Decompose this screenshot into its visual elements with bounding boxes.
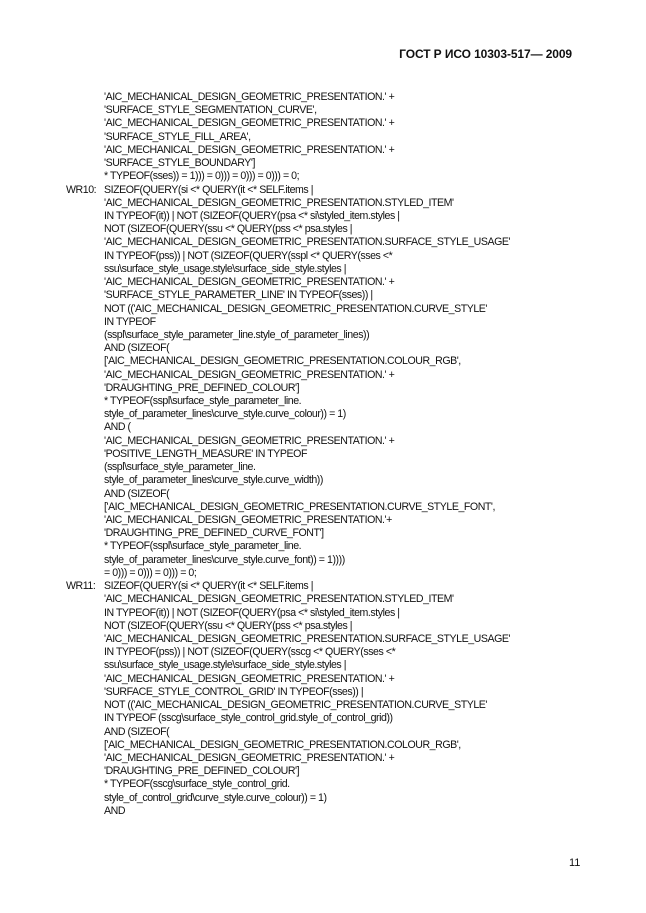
code-text: 'AIC_MECHANICAL_DESIGN_GEOMETRIC_PRESENTATION.SURFACE_STYLE_USAGE': [104, 236, 511, 249]
code-text: ['AIC_MECHANICAL_DESIGN_GEOMETRIC_PRESENTATION.COLOUR_RGB',: [104, 738, 461, 751]
code-text: 'AIC_MECHANICAL_DESIGN_GEOMETRIC_PRESENTATION.' +: [104, 751, 395, 764]
code-line: [66, 236, 586, 249]
code-line: [66, 421, 586, 434]
code-text: ssu\surface_style_usage.style\surface_side_style.styles |: [104, 262, 347, 275]
code-line: [66, 289, 586, 302]
code-text: 'AIC_MECHANICAL_DESIGN_GEOMETRIC_PRESENTATION.STYLED_ITEM': [104, 593, 454, 606]
code-line: [66, 263, 586, 276]
code-line: [66, 739, 586, 752]
code-line: [66, 435, 586, 448]
code-line: [66, 382, 586, 395]
code-line: [66, 144, 586, 157]
code-text: SIZEOF(QUERY(si <* QUERY(it <* SELF.items |: [104, 580, 314, 593]
code-line: [66, 620, 586, 633]
code-line: [66, 488, 586, 501]
code-text: style_of_parameter_lines\curve_style.curve_colour)) = 1): [104, 408, 346, 421]
code-line: [66, 514, 586, 527]
page-number: 11: [569, 857, 581, 869]
code-text: IN TYPEOF: [104, 315, 156, 328]
code-text: 'AIC_MECHANICAL_DESIGN_GEOMETRIC_PRESENTATION.' +: [104, 143, 395, 156]
code-text: 'DRAUGHTING_PRE_DEFINED_CURVE_FONT']: [104, 527, 324, 540]
code-text: 'AIC_MECHANICAL_DESIGN_GEOMETRIC_PRESENTATION.' +: [104, 276, 395, 289]
code-text: IN TYPEOF(pss)) | NOT (SIZEOF(QUERY(sspl <* QUERY(sses <*: [104, 249, 393, 262]
code-text: NOT (('AIC_MECHANICAL_DESIGN_GEOMETRIC_PRESENTATION.CURVE_STYLE': [104, 302, 487, 315]
code-text: style_of_control_grid\curve_style.curve_colour)) = 1): [104, 791, 327, 804]
code-text: 'DRAUGHTING_PRE_DEFINED_COLOUR']: [104, 765, 300, 778]
code-text: 'DRAUGHTING_PRE_DEFINED_COLOUR']: [104, 381, 300, 394]
code-line: [66, 303, 586, 316]
code-line: [66, 805, 586, 818]
code-text: AND (SIZEOF(: [104, 487, 170, 500]
code-text: SIZEOF(QUERY(si <* QUERY(it <* SELF.items |: [104, 183, 314, 196]
code-text: * TYPEOF(sses)) = 1))) = 0))) = 0))) = 0))) = 0;: [104, 170, 300, 183]
code-text: 'AIC_MECHANICAL_DESIGN_GEOMETRIC_PRESENTATION.' +: [104, 368, 395, 381]
code-line: [66, 646, 586, 659]
code-line: [66, 408, 586, 421]
code-line: [66, 593, 586, 606]
code-line: [66, 250, 586, 263]
code-text: style_of_parameter_lines\curve_style.curve_font)) = 1)))): [104, 553, 345, 566]
code-text: ['AIC_MECHANICAL_DESIGN_GEOMETRIC_PRESENTATION.CURVE_STYLE_FONT',: [104, 500, 495, 513]
code-line: [66, 91, 586, 104]
code-text: IN TYPEOF(pss)) | NOT (SIZEOF(QUERY(sscg <* QUERY(sses <*: [104, 646, 396, 659]
code-line: [66, 329, 586, 342]
code-line: [66, 474, 586, 487]
code-text: (sspl\surface_style_parameter_line.: [104, 461, 256, 474]
code-line: [66, 131, 586, 144]
code-line: [66, 104, 586, 117]
code-text: 'AIC_MECHANICAL_DESIGN_GEOMETRIC_PRESENTATION.SURFACE_STYLE_USAGE': [104, 632, 511, 645]
code-text: 'AIC_MECHANICAL_DESIGN_GEOMETRIC_PRESENTATION.STYLED_ITEM': [104, 196, 454, 209]
code-line: [66, 276, 586, 289]
code-text: (sspl\surface_style_parameter_line.style_of_parameter_lines)): [104, 328, 370, 341]
code-line: [66, 778, 586, 791]
code-text: NOT (SIZEOF(QUERY(ssu <* QUERY(pss <* psa.styles |: [104, 223, 353, 236]
code-line: [66, 699, 586, 712]
code-line: [66, 395, 586, 408]
code-line: [66, 197, 586, 210]
code-line: [66, 726, 586, 739]
code-text: IN TYPEOF(it)) | NOT (SIZEOF(QUERY(psa <* si\styled_item.styles |: [104, 606, 400, 619]
code-text: IN TYPEOF(it)) | NOT (SIZEOF(QUERY(psa <* si\styled_item.styles |: [104, 209, 400, 222]
code-line: [66, 554, 586, 567]
code-text: style_of_parameter_lines\curve_style.curve_width)): [104, 474, 323, 487]
code-text: = 0))) = 0))) = 0))) = 0;: [104, 566, 197, 579]
code-text: 'SURFACE_STYLE_BOUNDARY']: [104, 157, 255, 170]
code-line: [66, 673, 586, 686]
code-line: [66, 223, 586, 236]
code-line: [66, 527, 586, 540]
code-line: [66, 157, 586, 170]
document-header: ГОСТ Р ИСО 10303-517— 2009: [399, 47, 572, 61]
code-text: 'SURFACE_STYLE_SEGMENTATION_CURVE',: [104, 104, 317, 117]
code-text: NOT (('AIC_MECHANICAL_DESIGN_GEOMETRIC_PRESENTATION.CURVE_STYLE': [104, 699, 487, 712]
code-text: AND (: [104, 421, 131, 434]
express-code-block: [66, 91, 586, 818]
code-line: [66, 540, 586, 553]
code-line: [66, 659, 586, 672]
code-line: [66, 355, 586, 368]
code-text: 'SURFACE_STYLE_FILL_AREA',: [104, 130, 251, 143]
code-text: 'POSITIVE_LENGTH_MEASURE' IN TYPEOF: [104, 447, 307, 460]
code-line: [66, 752, 586, 765]
code-text: NOT (SIZEOF(QUERY(ssu <* QUERY(pss <* psa.styles |: [104, 619, 353, 632]
code-text: 'AIC_MECHANICAL_DESIGN_GEOMETRIC_PRESENTATION.' +: [104, 672, 395, 685]
code-line: [66, 170, 586, 183]
code-line: [66, 342, 586, 355]
code-text: ['AIC_MECHANICAL_DESIGN_GEOMETRIC_PRESENTATION.COLOUR_RGB',: [104, 355, 461, 368]
code-line: [66, 461, 586, 474]
code-text: 'AIC_MECHANICAL_DESIGN_GEOMETRIC_PRESENTATION.' +: [104, 117, 395, 130]
code-text: 'AIC_MECHANICAL_DESIGN_GEOMETRIC_PRESENTATION.'+: [104, 514, 392, 526]
code-text: 'AIC_MECHANICAL_DESIGN_GEOMETRIC_PRESENTATION.' +: [104, 91, 395, 103]
code-text: * TYPEOF(sspl\surface_style_parameter_line.: [104, 395, 302, 408]
code-line: [66, 369, 586, 382]
code-line: [66, 184, 586, 197]
code-text: AND (SIZEOF(: [104, 342, 170, 355]
code-text: 'SURFACE_STYLE_PARAMETER_LINE' IN TYPEOF(sses)) |: [104, 289, 373, 302]
code-text: ssu\surface_style_usage.style\surface_side_style.styles |: [104, 659, 347, 672]
code-line: [66, 316, 586, 329]
code-line: [66, 686, 586, 699]
rule-label: WR10:: [66, 183, 97, 196]
code-line: [66, 712, 586, 725]
code-line: [66, 117, 586, 130]
rule-label: WR11:: [66, 580, 96, 593]
code-line: [66, 792, 586, 805]
code-text: 'SURFACE_STYLE_CONTROL_GRID' IN TYPEOF(sses)) |: [104, 685, 364, 698]
code-text: AND: [104, 804, 126, 817]
code-text: IN TYPEOF (sscg\surface_style_control_grid.style_of_control_grid)): [104, 712, 393, 725]
code-line: [66, 448, 586, 461]
code-line: [66, 580, 586, 593]
code-text: * TYPEOF(sspl\surface_style_parameter_line.: [104, 540, 302, 553]
code-line: [66, 765, 586, 778]
code-line: [66, 607, 586, 620]
code-text: AND (SIZEOF(: [104, 725, 170, 738]
code-line: [66, 210, 586, 223]
code-text: 'AIC_MECHANICAL_DESIGN_GEOMETRIC_PRESENTATION.' +: [104, 434, 395, 447]
code-line: [66, 501, 586, 514]
code-line: [66, 633, 586, 646]
code-line: [66, 567, 586, 580]
code-text: * TYPEOF(sscg\surface_style_control_grid.: [104, 778, 290, 791]
